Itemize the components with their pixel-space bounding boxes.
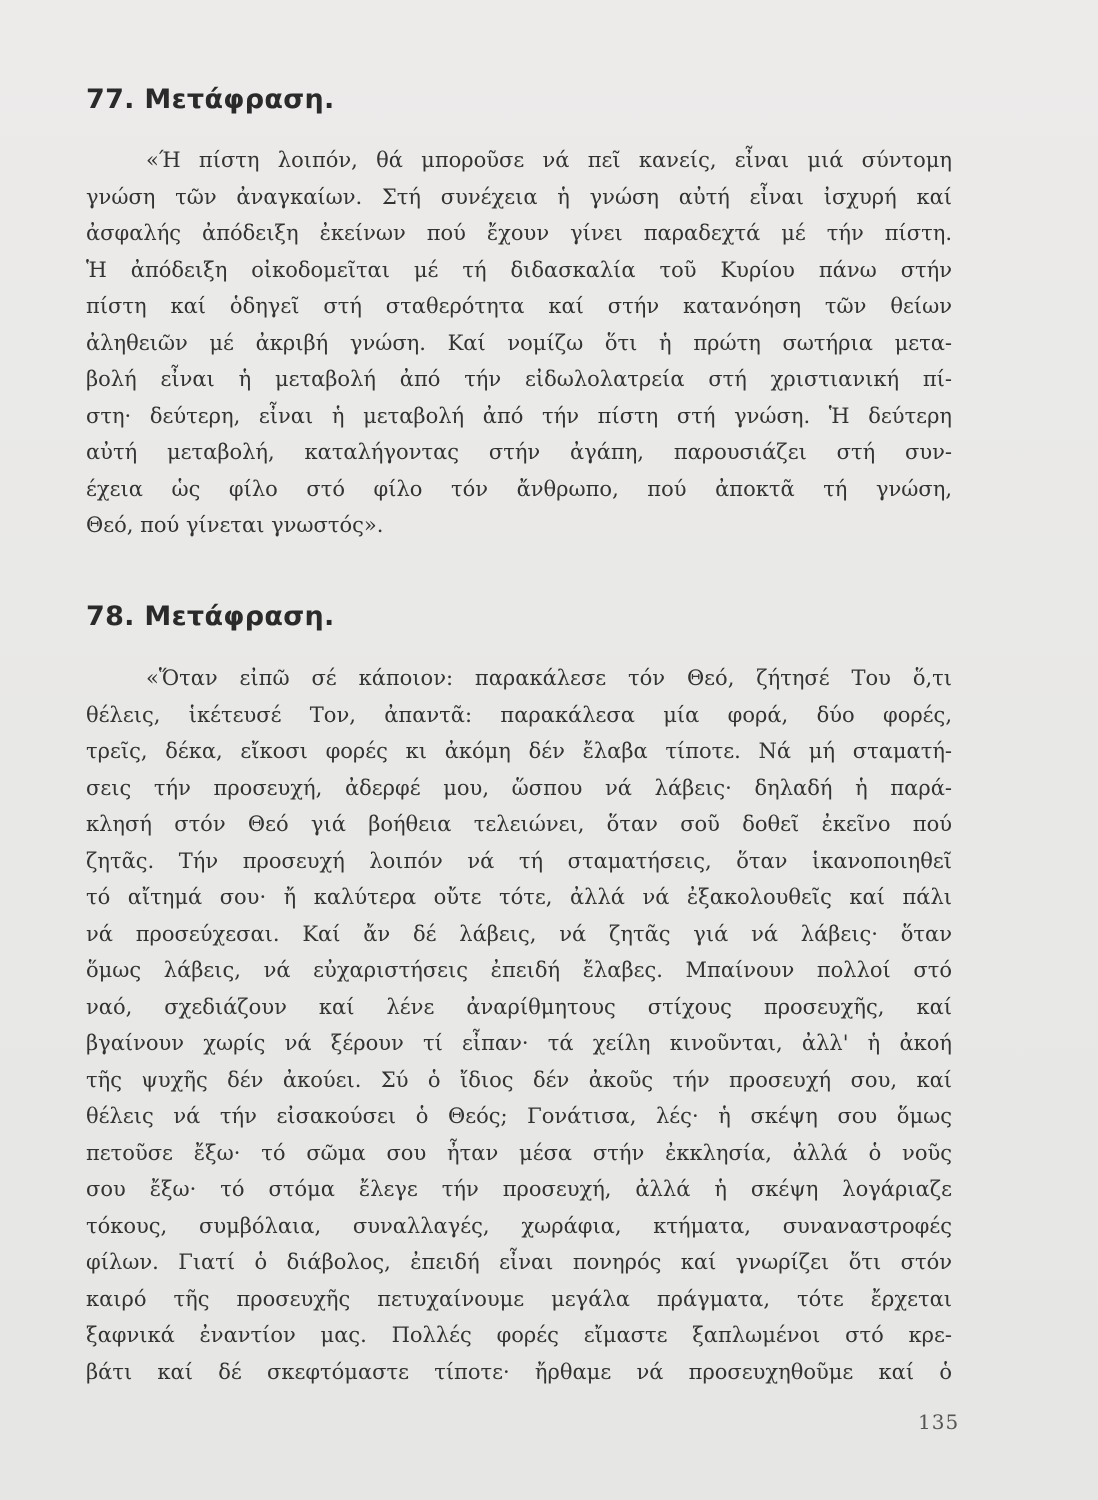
text-line: νά προσεύχεσαι. Καί ἄν δέ λάβεις, νά ζητᾶς γιά νά λάβεις· ὅταν bbox=[86, 921, 952, 946]
text-line: βγαίνουν χωρίς νά ξέρουν τί εἶπαν· τά χείλη κινοῦνται, ἀλλ' ἡ ἀκοή bbox=[86, 1031, 952, 1055]
text-line: «Ὅταν εἰπῶ σέ κάποιον: παρακάλεσε τόν Θεό, ζήτησέ Του ὅ,τι bbox=[146, 666, 952, 690]
text-line: κλησή στόν Θεό γιά βοήθεια τελειώνει, ὅταν σοῦ δοθεῖ ἐκεῖνο πού bbox=[86, 812, 952, 836]
text-line: θέλεις νά τήν εἰσακούσει ὁ Θεός; Γονάτισα, λές· ἡ σκέψη σου ὅμως bbox=[86, 1104, 952, 1128]
text-line: σεις τήν προσευχή, ἀδερφέ μου, ὥσπου νά λάβεις· δηλαδή ἡ παρά- bbox=[86, 775, 952, 800]
section-77-heading: 77. Μετάφραση. bbox=[86, 84, 335, 115]
text-line: σου ἔξω· τό στόμα ἔλεγε τήν προσευχή, ἀλλά ἡ σκέψη λογάριαζε bbox=[86, 1177, 952, 1201]
text-line: ὅμως λάβεις, νά εὐχαριστήσεις ἐπειδή ἔλαβες. Μπαίνουν πολλοί στό bbox=[86, 958, 952, 982]
text-line: τόκους, συμβόλαια, συναλλαγές, χωράφια, κτήματα, συναναστροφές bbox=[86, 1213, 952, 1238]
text-line: τῆς ψυχῆς δέν ἀκούει. Σύ ὁ ἴδιος δέν ἀκοῦς τήν προσευχή σου, καί bbox=[86, 1067, 952, 1092]
page-number: 135 bbox=[918, 1410, 960, 1434]
text-line: φίλων. Γιατί ὁ διάβολος, ἐπειδή εἶναι πονηρός καί γνωρίζει ὅτι στόν bbox=[86, 1250, 952, 1274]
text-line: καιρό τῆς προσευχῆς πετυχαίνουμε μεγάλα πράγματα, τότε ἔρχεται bbox=[86, 1286, 952, 1311]
text-line: θέλεις, ἱκέτευσέ Τον, ἀπαντᾶ: παρακάλεσα μία φορά, δύο φορές, bbox=[86, 702, 952, 727]
text-line: πετοῦσε ἔξω· τό σῶμα σου ἦταν μέσα στήν ἐκκλησία, ἀλλά ὁ νοῦς bbox=[86, 1140, 952, 1165]
text-line: τό αἴτημά σου· ἤ καλύτερα οὔτε τότε, ἀλλά νά ἐξακολουθεῖς καί πάλι bbox=[86, 885, 952, 909]
text-line: γνώση τῶν ἀναγκαίων. Στή συνέχεια ἡ γνώση αὐτή εἶναι ἰσχυρή καί bbox=[86, 184, 952, 209]
text-line: ζητᾶς. Τήν προσευχή λοιπόν νά τή σταματήσεις, ὅταν ἱκανοποιηθεῖ bbox=[86, 848, 952, 873]
text-line: στη· δεύτερη, εἶναι ἡ μεταβολή ἀπό τήν πίστη στή γνώση. Ἡ δεύτερη bbox=[86, 403, 952, 428]
text-line: βάτι καί δέ σκεφτόμαστε τίποτε· ἤρθαμε νά προσευχηθοῦμε καί ὁ bbox=[86, 1359, 952, 1384]
text-line: ἀληθειῶν μέ ἀκριβή γνώση. Καί νομίζω ὅτι ἡ πρώτη σωτήρια μετα- bbox=[86, 330, 952, 355]
text-line: ἀσφαλής ἀπόδειξη ἐκείνων πού ἔχουν γίνει παραδεχτά μέ τήν πίστη. bbox=[86, 221, 952, 245]
text-line: αὐτή μεταβολή, καταλήγοντας στήν ἀγάπη, παρουσιάζει στή συν- bbox=[86, 440, 952, 464]
text-line: βολή εἶναι ἡ μεταβολή ἀπό τήν εἰδωλολατρεία στή χριστιανική πί- bbox=[86, 367, 952, 391]
text-line: πίστη καί ὁδηγεῖ στή σταθερότητα καί στήν κατανόηση τῶν θείων bbox=[86, 294, 952, 318]
text-line: τρεῖς, δέκα, εἴκοσι φορές κι ἀκόμη δέν ἔλαβα τίποτε. Νά μή σταματή- bbox=[86, 739, 952, 763]
text-line: Ἡ ἀπόδειξη οἰκοδομεῖται μέ τή διδασκαλία τοῦ Κυρίου πάνω στήν bbox=[86, 257, 952, 282]
text-line: Θεό, πού γίνεται γνωστός». bbox=[86, 513, 384, 537]
text-line: ξαφνικά ἐναντίον μας. Πολλές φορές εἴμαστε ξαπλωμένοι στό κρε- bbox=[86, 1323, 952, 1347]
section-78-heading: 78. Μετάφραση. bbox=[86, 601, 335, 632]
section-78-paragraph bbox=[86, 660, 952, 1390]
text-line: «Ή πίστη λοιπόν, θά μποροῦσε νά πεῖ κανείς, εἶναι μιά σύντομη bbox=[146, 148, 952, 172]
section-77-paragraph bbox=[86, 142, 952, 544]
text-line: έχεια ὡς φίλο στό φίλο τόν ἄνθρωπο, πού ἀποκτᾶ τή γνώση, bbox=[86, 476, 952, 501]
text-line: ναό, σχεδιάζουν καί λένε ἀναρίθμητους στίχους προσευχῆς, καί bbox=[86, 994, 952, 1019]
